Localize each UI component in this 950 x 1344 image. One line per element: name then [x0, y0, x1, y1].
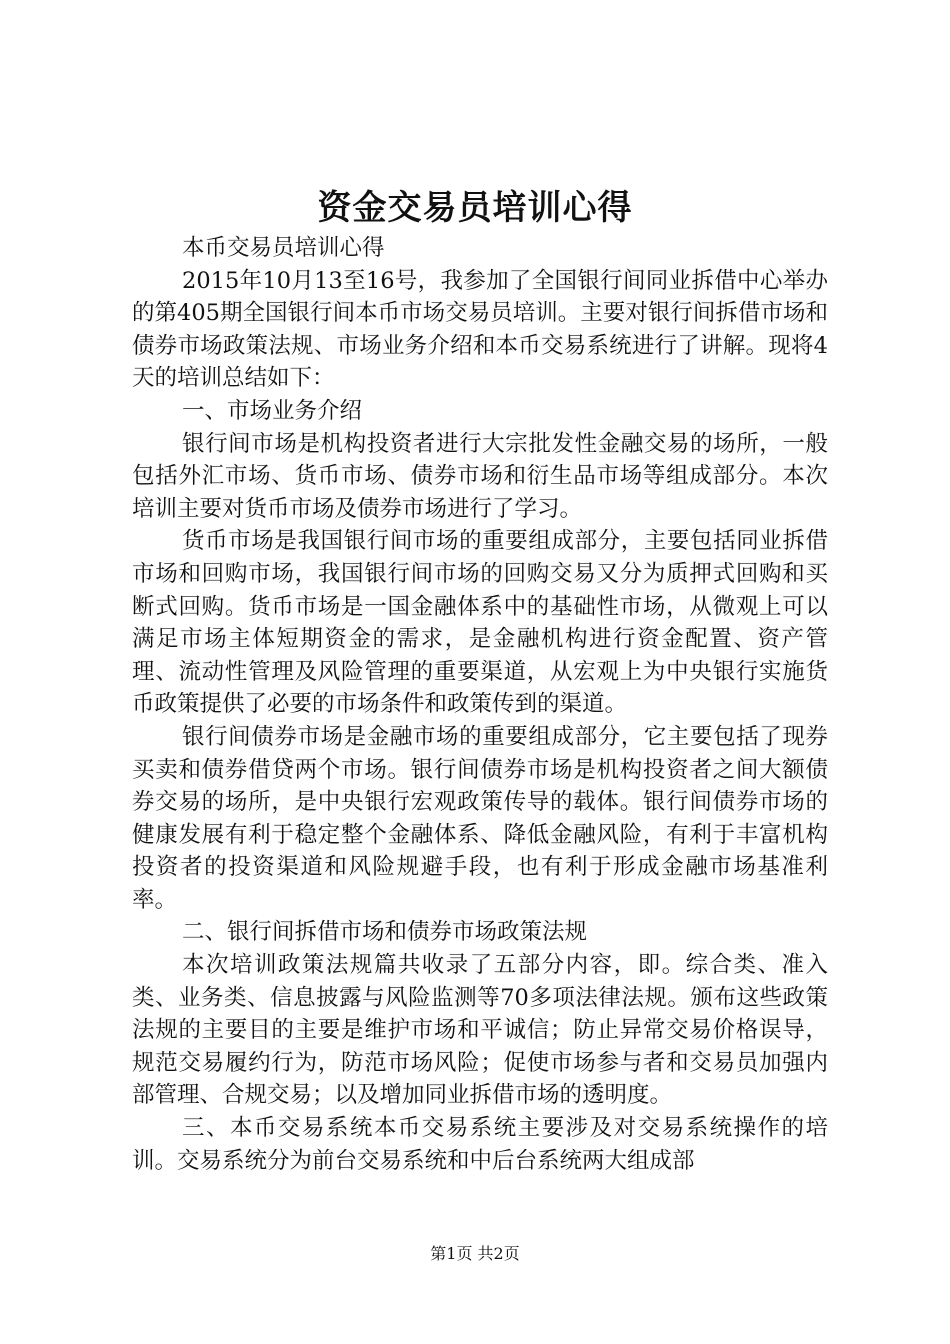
body-paragraph: 银行间市场是机构投资者进行大宗批发性金融交易的场所，一般包括外汇市场、货币市场、债券市场和衍生品市场等组成部分。本次培训主要对货币市场及债券市场进行了学习。 — [132, 430, 828, 522]
body-paragraph: 银行间债券市场是金融市场的重要组成部分，它主要包括了现券买卖和债券借贷两个市场。银行间债券市场是机构投资者之间大额债券交易的场所，是中央银行宏观政策传导的载体。银行间债券市场的健康发展有利于稳定整个金融体系、降低金融风险，有利于丰富机构投资者的投资渠道和风险规避手段，也有利于形成金融市场基准利率。 — [132, 723, 828, 913]
section-heading-3-paragraph: 三、本币交易系统本币交易系统主要涉及对交易系统操作的培训。交易系统分为前台交易系统和中后台系统两大组成部 — [132, 1115, 828, 1174]
page-number-footer: 第1页 共2页 — [430, 1244, 520, 1263]
body-paragraph: 货币市场是我国银行间市场的重要组成部分，主要包括同业拆借市场和回购市场，我国银行间市场的回购交易又分为质押式回购和买断式回购。货币市场是一国金融体系中的基础性市场，从微观上可以满足市场主体短期资金的需求，是金融机构进行资金配置、资产管理、流动性管理及风险管理的重要渠道，从宏观上为中央银行实施货币政策提供了必要的市场条件和政策传到的渠道。 — [132, 528, 828, 718]
section-heading-1: 一、市场业务介绍 — [182, 397, 363, 424]
section-heading-2: 二、银行间拆借市场和债券市场政策法规 — [182, 919, 588, 946]
document-title: 资金交易员培训心得 — [317, 188, 633, 228]
subtitle-paragraph: 本币交易员培训心得 — [182, 235, 385, 261]
intro-paragraph: 2015年10月13至16号，我参加了全国银行间同业拆借中心举办的第405期全国银行间本币市场交易员培训。主要对银行间拆借市场和债券市场政策法规、市场业务介绍和本币交易系统进行了讲解。现将4天的培训总结如下： — [132, 267, 828, 392]
document-body — [132, 232, 828, 1177]
body-paragraph: 本次培训政策法规篇共收录了五部分内容，即。综合类、准入类、业务类、信息披露与风险监测等70多项法律法规。颁布这些政策法规的主要目的主要是维护市场和平诚信；防止异常交易价格误导，规范交易履约行为，防范市场风险；促使市场参与者和交易员加强内部管理、合规交易；以及增加同业拆借市场的透明度。 — [132, 952, 828, 1109]
